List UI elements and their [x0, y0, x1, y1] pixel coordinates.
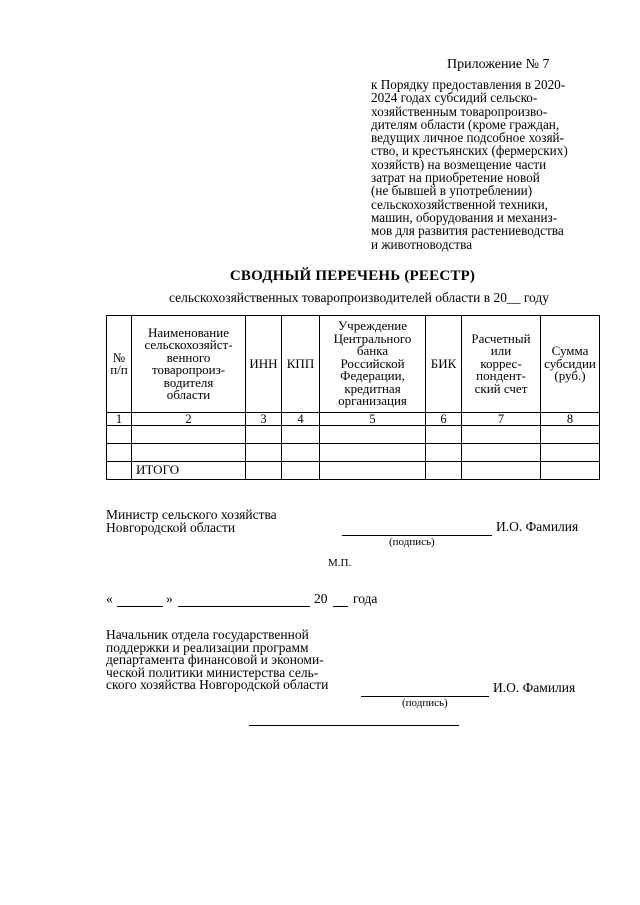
column-number-row: [107, 413, 600, 426]
header-cell-amount: Сумма субсидии (руб.): [541, 316, 600, 413]
appendix-line: хозяйств) на возмещение части: [371, 156, 547, 172]
table-cell: [426, 426, 462, 444]
appendix-line: затрат на приобретение новой: [371, 170, 540, 186]
table-cell: [320, 462, 426, 480]
table-cell: [246, 462, 282, 480]
table-cell: [462, 444, 541, 462]
table-cell: [320, 444, 426, 462]
table-cell: [541, 444, 600, 462]
table-cell: [462, 426, 541, 444]
appendix-line: сельскохозяйственной техники,: [371, 196, 548, 212]
appendix-line: дителям области (кроме граждан,: [371, 116, 560, 132]
appendix-title: Приложение № 7: [447, 57, 550, 72]
table-cell: [282, 426, 320, 444]
column-number: 4: [282, 413, 320, 426]
table-cell: [107, 462, 132, 480]
table-cell: [541, 426, 600, 444]
total-label: ИТОГО: [132, 462, 246, 480]
document-subtitle: сельскохозяйственных товаропроизводителей области в 20__ году: [168, 290, 550, 305]
stamp-place-label: М.П.: [328, 557, 352, 569]
column-number: 7: [462, 413, 541, 426]
date-year-suffix: года: [353, 591, 378, 606]
date-open-quote: «: [106, 591, 113, 606]
signature-line: [361, 682, 489, 697]
appendix-line: и животноводства: [371, 236, 473, 252]
column-number: 8: [541, 413, 600, 426]
signature-caption: (подпись): [389, 536, 435, 548]
bottom-separator-line: [249, 725, 459, 726]
appendix-line: ство, и крестьянских (фермерских): [371, 143, 568, 159]
appendix-line: ведущих личное подсобное хозяй-: [371, 130, 564, 146]
table-cell: [132, 444, 246, 462]
appendix-text: [371, 78, 596, 251]
table-cell: [246, 426, 282, 444]
signature-caption: (подпись): [402, 697, 448, 709]
column-number: 1: [107, 413, 132, 426]
appendix-line: 2024 годах субсидий сельско-: [371, 90, 538, 106]
minister-position: Министр сельского хозяйства Новгородской области: [106, 507, 277, 535]
header-cell-kpp: КПП: [282, 316, 320, 413]
date-year-line: [333, 593, 348, 607]
table-cell: [426, 462, 462, 480]
registry-table: [106, 315, 600, 480]
table-cell: [320, 426, 426, 444]
date-day-line: [117, 593, 163, 607]
header-cell-account: Расчетный или коррес- пондент- ский счет: [462, 316, 541, 413]
appendix-line: машин, оборудования и механиз-: [371, 209, 558, 225]
document-title: СВОДНЫЙ ПЕРЕЧЕНЬ (РЕЕСТР): [229, 268, 476, 284]
department-head-name: И.О. Фамилия: [493, 680, 576, 695]
header-cell-inn: ИНН: [246, 316, 282, 413]
appendix-line: (не бывшей в употреблении): [371, 183, 533, 199]
header-cell-bank: Учреждение Центрального банка Российской Федерации, кредитная организация: [320, 316, 426, 413]
table-cell: [107, 426, 132, 444]
minister-name: И.О. Фамилия: [496, 519, 579, 534]
date-month-line: [178, 593, 310, 607]
department-head-position: Начальник отдела государственной поддержки и реализации программ департамента финансовой и экономи- ческой политики министерства сель- ского хозяйства Новгородской области: [106, 627, 329, 692]
table-cell: [132, 426, 246, 444]
table-cell: [462, 462, 541, 480]
header-cell-name: Наименование сельскохозяйст- венного товаропроиз- водителя области: [132, 316, 246, 413]
table-cell: [541, 462, 600, 480]
signature-line: [342, 521, 492, 536]
table-cell: [246, 444, 282, 462]
appendix-line: хозяйственным товаропроизво-: [371, 103, 548, 119]
header-cell-bik: БИК: [426, 316, 462, 413]
column-number: 5: [320, 413, 426, 426]
column-number: 3: [246, 413, 282, 426]
table-cell: [282, 444, 320, 462]
column-number: 2: [132, 413, 246, 426]
appendix-line: мов для развития растениеводства: [371, 223, 564, 239]
column-number: 6: [426, 413, 462, 426]
table-cell: [282, 462, 320, 480]
total-row: [107, 462, 600, 480]
table-cell: [107, 444, 132, 462]
table-row: [107, 426, 600, 444]
table-cell: [426, 444, 462, 462]
date-close-quote: »: [166, 591, 173, 606]
table-row: [107, 444, 600, 462]
appendix-line: к Порядку предоставления в 2020-: [371, 77, 566, 92]
header-cell-number: № п/п: [107, 316, 132, 413]
date-year-prefix: 20: [314, 591, 328, 606]
table-header-row: [107, 316, 600, 413]
